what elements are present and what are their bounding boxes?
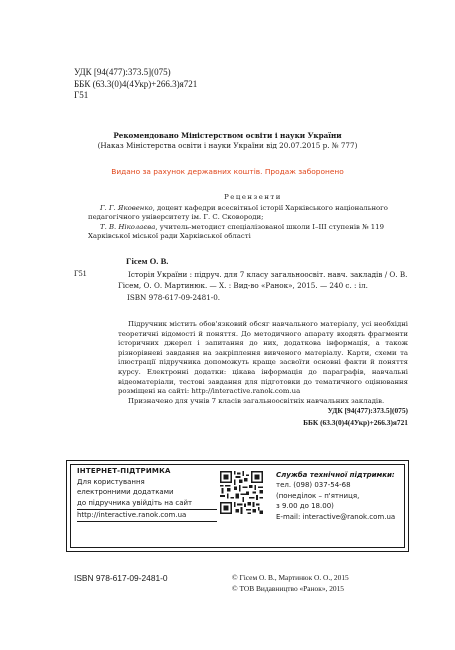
reviewers-title: Рецензенти [224, 193, 282, 201]
copyright-authors: © Гісем О. В., Мартинюк О. О., 2015 [232, 573, 349, 582]
annotation-purpose: Призначено для учнів 7 класів загальноосвітніх навчальних закладів. [128, 396, 385, 405]
recommendation-order: (Наказ Міністерства освіти і науки України від 20.07.2015 р. № 777) [97, 141, 358, 150]
recommendation [0, 131, 455, 151]
annotation-text: Підручник містить обов'язковий обсяг навчального матеріалу, усі необхідні теоретичні відомості й поняття. До методичного апарату входять фрагменти історичних джерел і запитання до них, додаткова інформація, а також різнорівневі завдання на закріплення вивченого матеріалу. Карти, схеми та ілюстрації підручника допоможуть краще засвоїти основні факти й поняття курсу. Електронні додатки: цікава інформація до параграфів, навчальні відеоматеріали, тестові завдання для підготовки до тематичного оцінювання розміщені на сайті: http://interactive.ranok.com.ua [118, 320, 408, 396]
bibliographic-author: Гісем О. В. [126, 256, 169, 266]
internet-support-line2: електронними додатками [77, 488, 174, 497]
bibliographic-text: Історія України : підруч. для 7 класу загальноосвіт. навч. закладів / О. В. Гісем, О. О. Мартинюк. — Х. : Вид-во «Ранок», 2015. — 240 с. : іл. [118, 270, 408, 290]
classification-block [74, 67, 197, 102]
bibliographic-description [118, 269, 408, 303]
copyright-publisher: © ТОВ Видавництво «Ранок», 2015 [232, 584, 344, 593]
tech-support-email[interactable]: E-mail: interactive@ranok.com.ua [276, 512, 396, 521]
tech-support-hours-time: з 9.00 до 18.00) [276, 502, 334, 511]
reviewer-2 [88, 223, 418, 242]
footer-bbk: ББК (63.3(0)4(4Укр)+266.3)я721 [303, 418, 408, 427]
recommendation-title: Рекомендовано Міністерством освіти і науки України [113, 131, 342, 140]
internet-support-url[interactable]: http://interactive.ranok.com.ua [77, 509, 217, 522]
reviewer-1-name: Г. Г. Яковенко [100, 203, 153, 212]
reviewers-block [88, 193, 418, 242]
tech-support-hours-days: (понеділок – п'ятниця, [276, 491, 360, 500]
isbn-bottom: ISBN 978-617-09-2481-0 [74, 573, 168, 583]
footer-udc: УДК [94(477):373.5](075) [327, 406, 408, 415]
reviewer-1-desc: , доцент кафедри всесвітньої історії Харківського національного педагогічного університету ім. Г. С. Сковороди; [88, 203, 388, 222]
reviewer-2-name: Т. В. Ніколаєва [100, 222, 156, 231]
author-code: Г51 [74, 90, 89, 100]
annotation [118, 320, 408, 406]
internet-support [77, 466, 217, 522]
internet-support-line3: до підручника увійдіть на сайт [77, 498, 193, 507]
tech-support [276, 470, 406, 522]
copyright [232, 572, 349, 594]
reviewer-2-desc: , учитель-методист спеціалізованої школи І–ІІІ ступенів № 119 Харківської міської ради Харківської області [88, 222, 384, 241]
bbk-code: ББК (63.3(0)4(4Укр)+266.3)я721 [74, 78, 198, 89]
reviewer-1 [88, 204, 418, 223]
free-distribution-notice: Видано за рахунок державних коштів. Продаж заборонено [111, 167, 344, 176]
internet-support-title: ІНТЕРНЕТ-ПІДТРИМКА [77, 467, 171, 475]
qr-code-icon [220, 471, 263, 514]
internet-support-line1: Для користування [77, 477, 145, 486]
tech-support-title: Служба технічної підтримки: [276, 471, 395, 479]
tech-support-phone[interactable]: тел. (098) 037-54-68 [276, 481, 351, 490]
bibliographic-isbn: ISBN 978-617-09-2481-0. [127, 293, 221, 302]
bibliographic-code: Г51 [74, 269, 87, 278]
udc-code: УДК [94(477):373.5](075) [74, 67, 171, 77]
